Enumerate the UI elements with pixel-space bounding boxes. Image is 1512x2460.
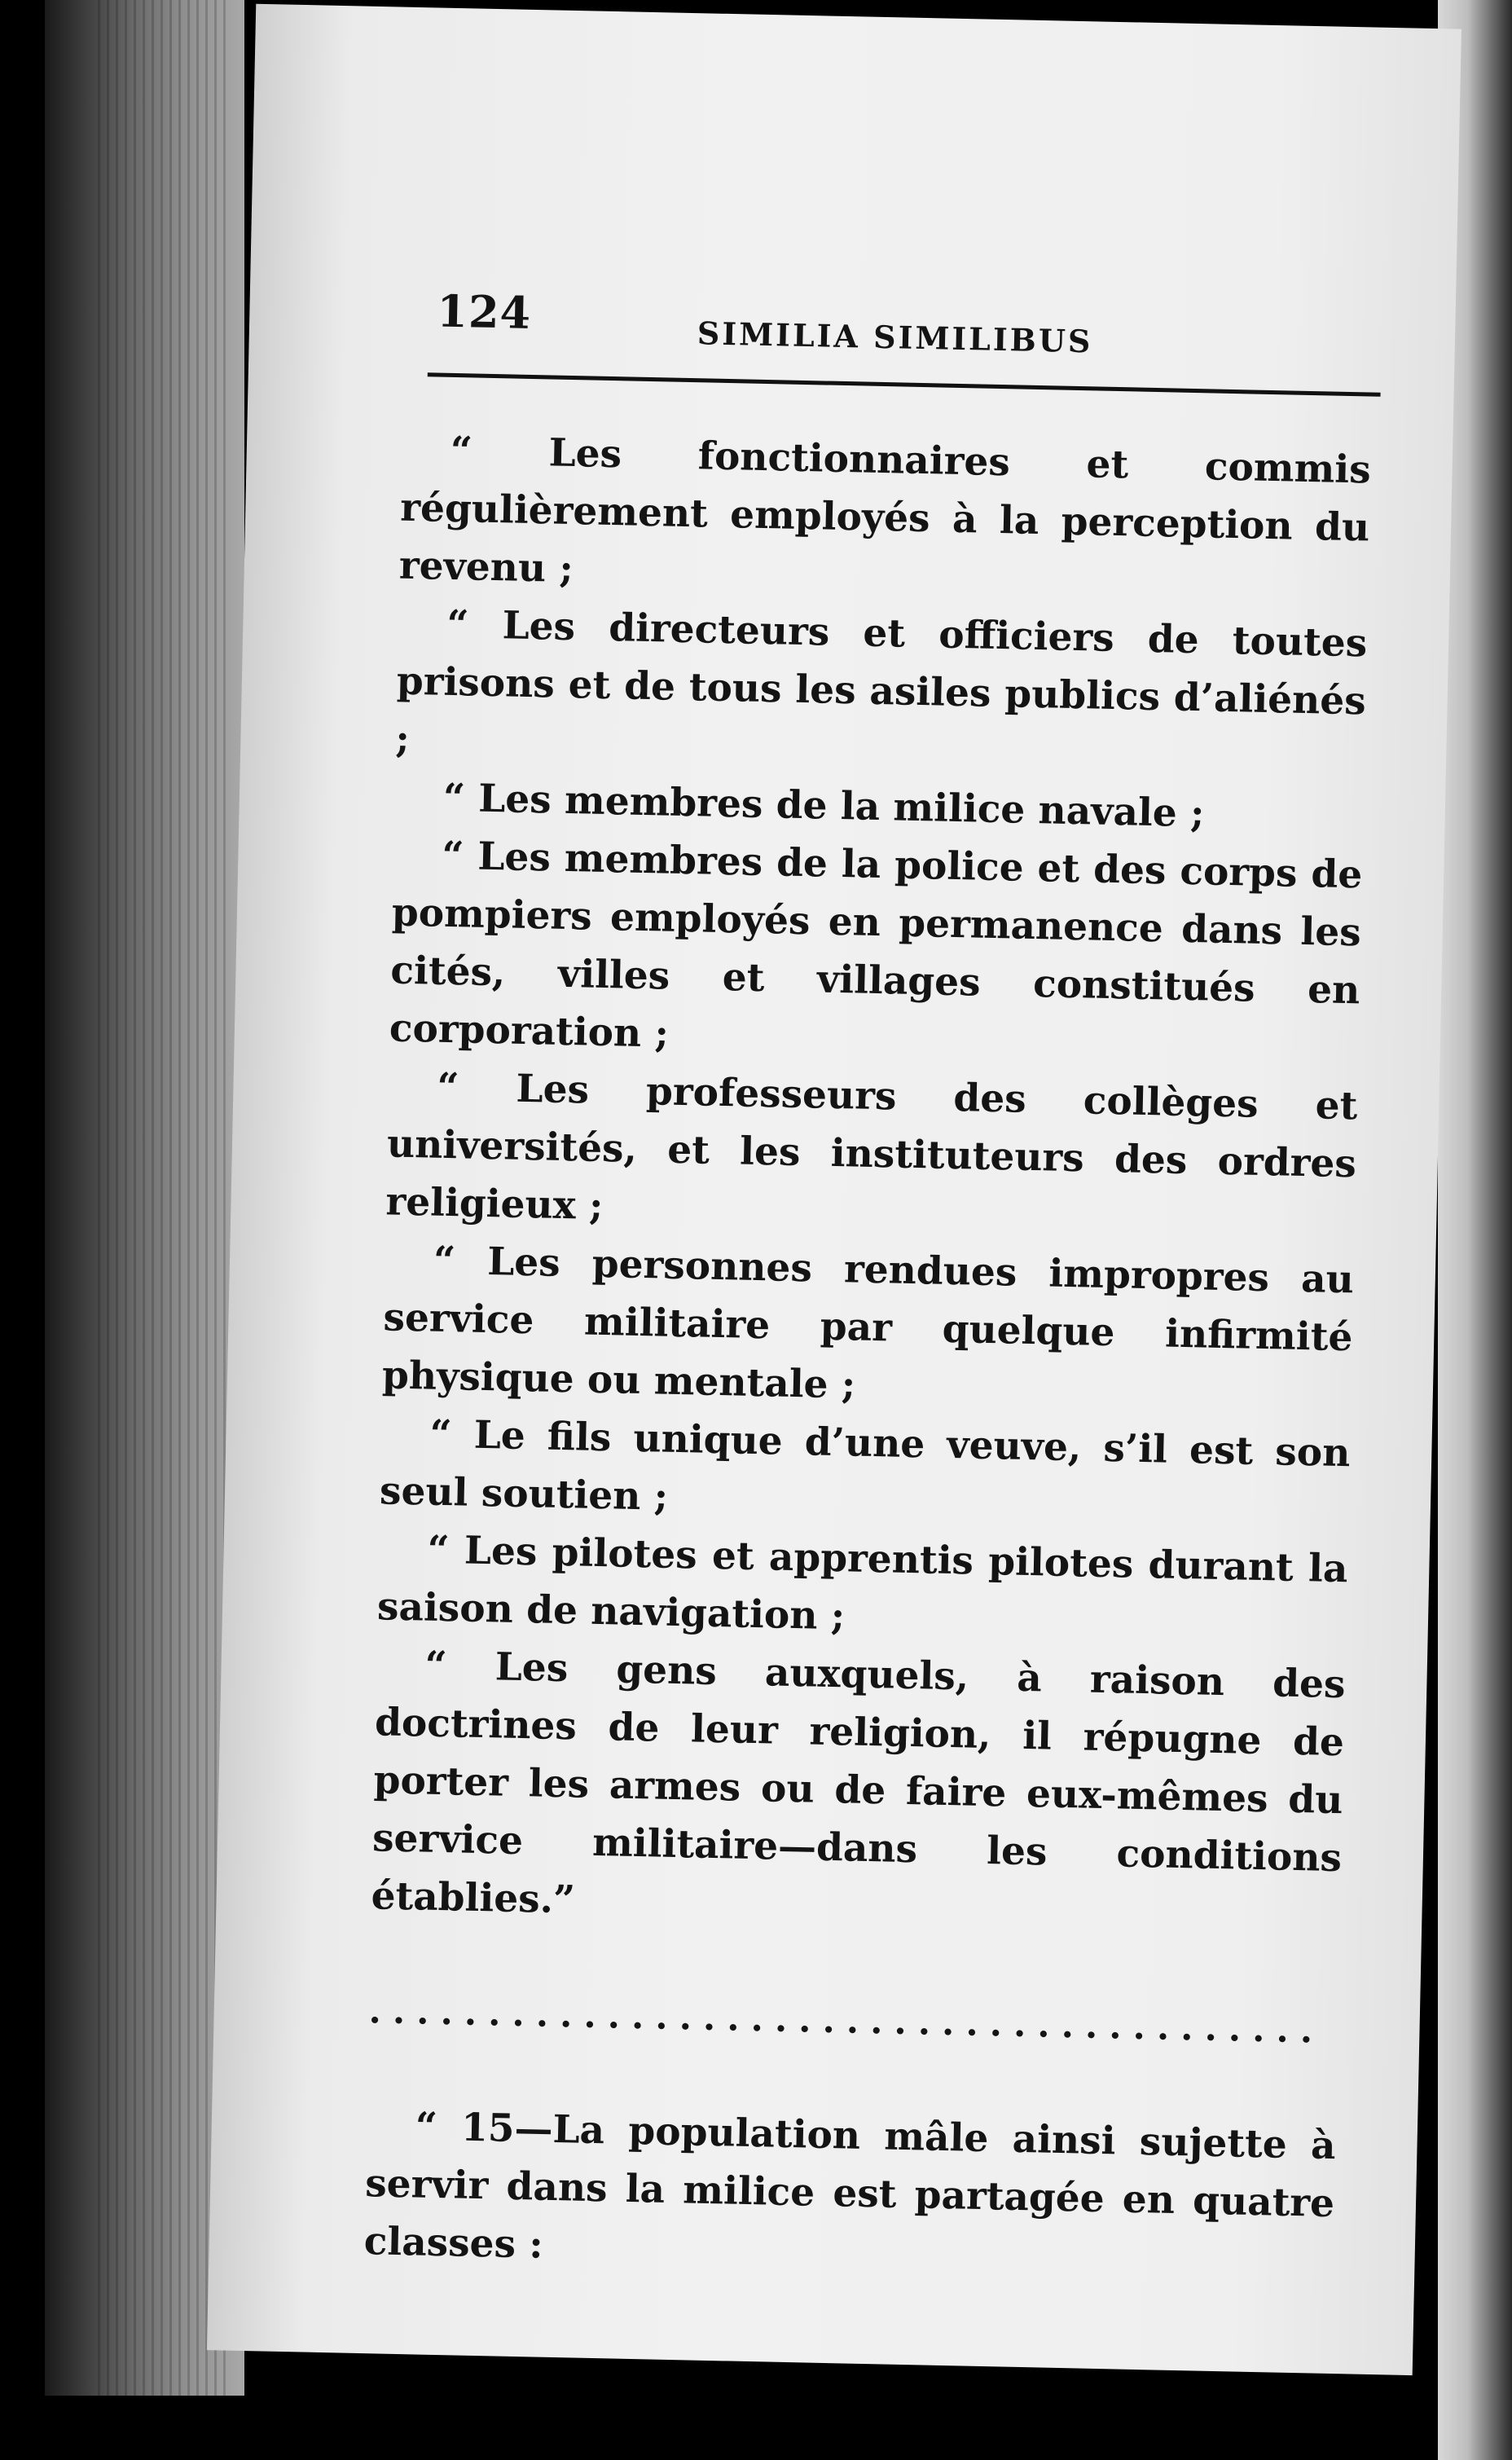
- paragraph-directeurs: “ Les directeurs et officiers de toutes prisons et de tous les asiles publics d’aliénés ;: [394, 601, 1368, 762]
- paragraph-fonctionnaires: “ Les fonctionnaires et commis régulièrement employés à la perception du revenu ;: [398, 428, 1372, 592]
- page-content: [363, 276, 1387, 2268]
- paragraph-personnes-impropres: “ Les personnes rendues impropres au service militaire par quelque infirmité physique ou mentale ;: [381, 1238, 1355, 1408]
- book-page: [207, 4, 1461, 2375]
- paragraph-professeurs: “ Les professeurs des collèges et universités, et les instituteurs des ordres religieux ;: [385, 1064, 1358, 1229]
- page-number: 124: [436, 284, 532, 339]
- paragraph-milice-navale: “ Les membres de la milice navale ;: [442, 775, 1206, 837]
- paragraph-gens-religion: “ Les gens auxquels, à raison des doctrines de leur religion, il répugne de porter les armes ou de faire eux-mêmes du service militaire—dans les conditions établies.”: [371, 1643, 1346, 1923]
- body-text: [363, 421, 1371, 2291]
- page-header: [403, 276, 1387, 370]
- paragraph-police-pompiers: “ Les membres de la police et des corps de pompiers employés en permanence dans les cités, villes et villages constitués en corporation ;: [389, 833, 1363, 1057]
- running-head: SIMILIA SIMILIBUS: [697, 315, 1093, 360]
- page-edges: [98, 0, 228, 2396]
- paragraph-section-15: “ 15—La population mâle ainsi sujette à servir dans la milice est partagée en quatre classes :: [363, 2104, 1337, 2268]
- paragraph-fils-unique: “ Le fils unique d’une veuve, s’il est son seul soutien ;: [379, 1411, 1351, 1520]
- header-rule: [428, 372, 1381, 397]
- paragraph-pilotes: “ Les pilotes et apprentis pilotes durant la saison de navigation ;: [376, 1527, 1348, 1639]
- ellipsis-separator: ........................................: [368, 1990, 1325, 2052]
